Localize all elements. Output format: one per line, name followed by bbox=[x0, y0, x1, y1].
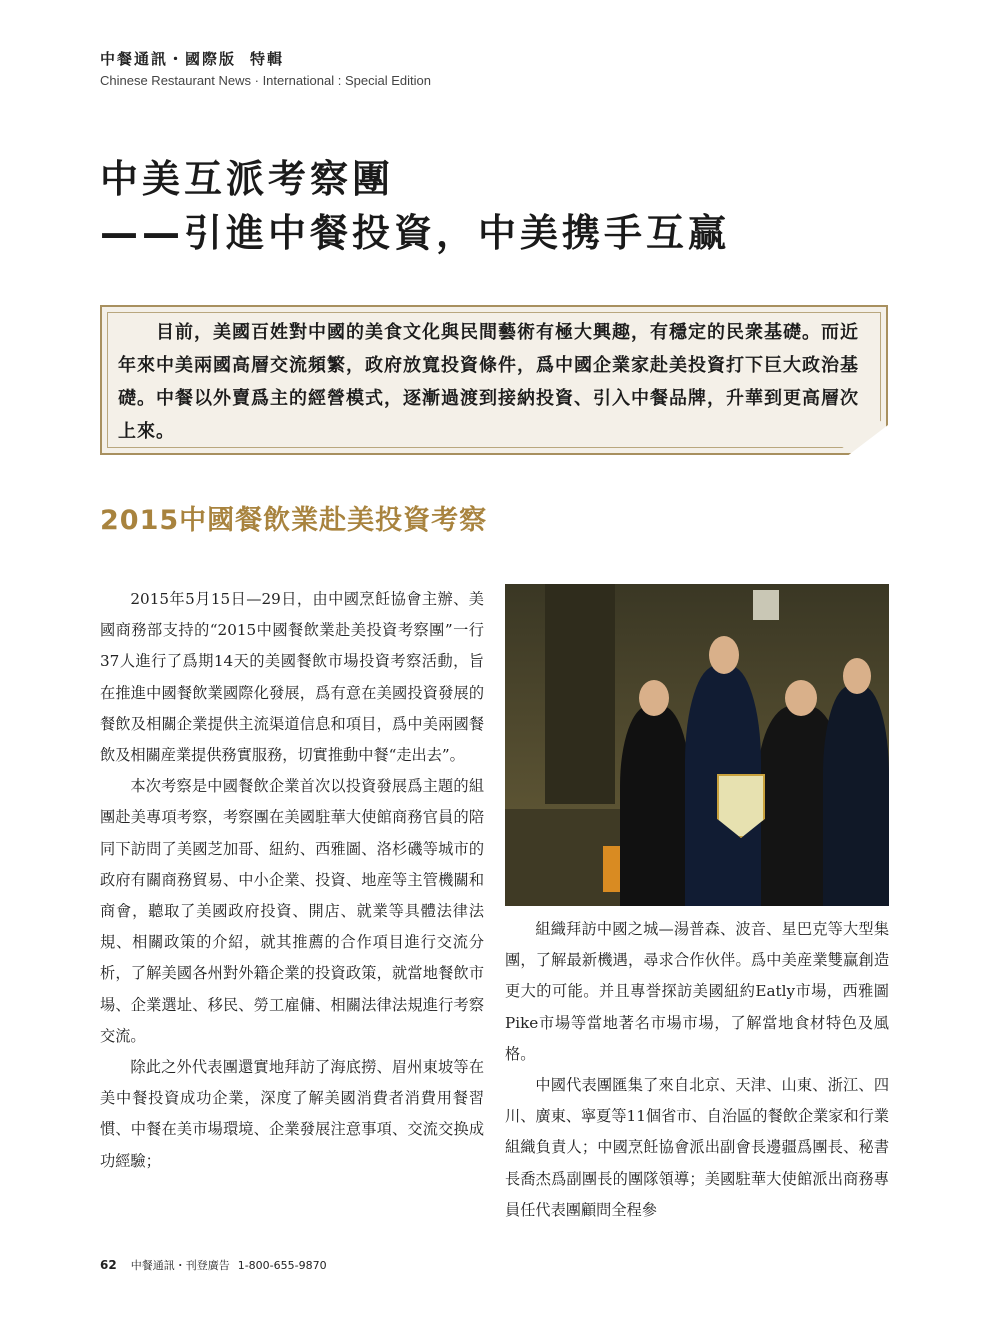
paragraph: 除此之外代表團還實地拜訪了海底撈、眉州東坡等在美中餐投資成功企業，深度了解美國消費者消費用餐習慣、中餐在美市場環境、企業發展注意事項、交流交换成功經驗； bbox=[100, 1058, 484, 1170]
paragraph: 組織拜訪中國之城—湯普森、波音、星巴克等大型集團，了解最新機遇，尋求合作伙伴。爲中美産業雙赢創造更大的可能。并且專誉探訪美國紐約Eatly市場，西雅圖Pike市場等當地著名市場市場，了解當地食材特色及風格。 bbox=[505, 920, 889, 1063]
publication-title-en: Chinese Restaurant News · International : Special Edition bbox=[100, 73, 431, 88]
footer-phone: 1-800-655-9870 bbox=[237, 1259, 327, 1272]
footer-publication: 中餐通訊・刊登廣告 bbox=[130, 1259, 230, 1272]
right-column bbox=[505, 914, 889, 1226]
page-number: 62 bbox=[100, 1258, 117, 1272]
paragraph: 本次考察是中國餐飲企業首次以投資發展爲主題的組團赴美專項考察，考察團在美國駐華大使館商務官員的陪同下訪問了美國芝加哥、紐約、西雅圖、洛杉磯等城市的政府有關商務貿易、中小企業、投資、地産等主管機關和商會，聽取了美國政府投資、開店、就業等具體法律法規、相關政策的介紹，就其推薦的合作項目進行交流分析，了解美國各州對外籍企業的投資政策，就當地餐飲市場、企業選址、移民、勞工雇傭、相關法律法規進行考察交流。 bbox=[100, 777, 484, 1045]
page-footer bbox=[100, 1257, 327, 1273]
left-column bbox=[100, 584, 484, 1177]
title-line-1: 中美互派考察團 bbox=[100, 157, 395, 201]
special-edition-label: 特輯 bbox=[250, 50, 285, 68]
article-title bbox=[100, 152, 730, 260]
title-line-2: ——引進中餐投資，中美携手互赢 bbox=[100, 211, 731, 255]
page-header bbox=[100, 48, 431, 88]
summary-text: 目前，美國百姓對中國的美食文化與民間藝術有極大興趣，有穩定的民衆基礎。而近年來中美兩國高層交流頻繁，政府放寬投資條件，爲中國企業家赴美投資打下巨大政治基礎。中餐以外賣爲主的經營模式，逐漸過渡到接納投資、引入中餐品牌，升華到更高層次上來。 bbox=[118, 322, 859, 442]
delegation-photo bbox=[505, 584, 889, 906]
paragraph: 中國代表團匯集了來自北京、天津、山東、浙江、四川、廣東、寧夏等11個省市、自治區的餐飲企業家和行業組織負責人；中國烹飪協會派出副會長邊疆爲團長、秘書長喬杰爲副團長的團隊領導；美國駐華大使館派出商務專員任代表團顧問全程參 bbox=[505, 1076, 889, 1219]
publication-title-cn: 中餐通訊・國際版 bbox=[100, 50, 237, 68]
paragraph: 2015年5月15日—29日，由中國烹飪協會主辦、美國商務部支持的“2015中國餐飲業赴美投資考察團”一行37人進行了爲期14天的美國餐飲市場投資考察活動，旨在推進中國餐飲業國際化發展，爲有意在美國投資發展的餐飲及相關企業提供主流渠道信息和項目，爲中美兩國餐飲及相關産業提供務實服務，切實推動中餐“走出去”。 bbox=[100, 590, 484, 765]
section-heading: 2015中國餐飲業赴美投資考察 bbox=[100, 505, 488, 536]
